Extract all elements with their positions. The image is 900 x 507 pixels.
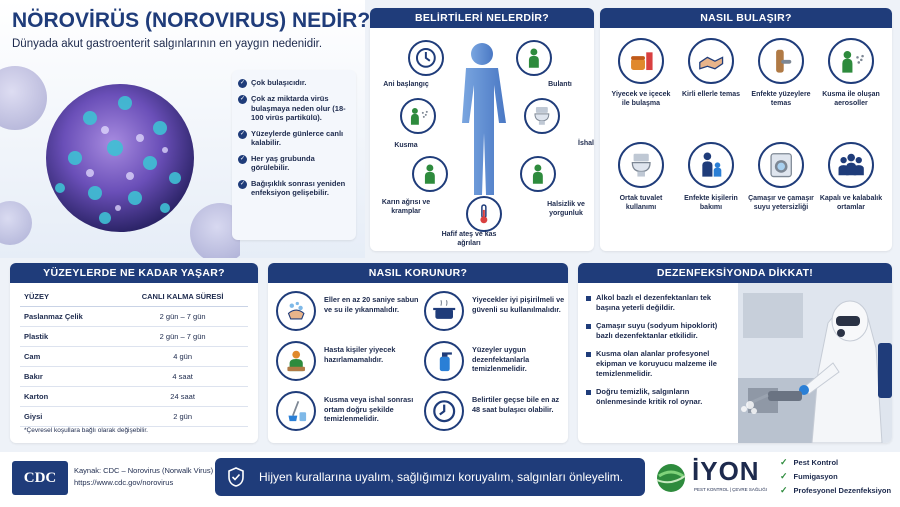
- check-icon: ✓: [239, 130, 246, 137]
- surface-duration: 2 gün – 7 gün: [159, 312, 206, 321]
- source-line: Kaynak: CDC – Norovirus (Norwalk Virus): [74, 466, 214, 475]
- symptoms-title: BELİRTİLERİ NELERDİR?: [370, 8, 594, 28]
- toilet-icon: [618, 142, 664, 188]
- service-text: Pest Kontrol: [793, 458, 839, 467]
- disinfection-item: [586, 387, 736, 406]
- table-row: [20, 387, 248, 407]
- fact-item: [238, 94, 350, 123]
- door-handle-icon: [758, 38, 804, 84]
- symptom-label: Karın ağrısı ve kramplar: [381, 199, 431, 215]
- slogan-banner: [215, 458, 645, 496]
- surface-duration: 4 saat: [172, 372, 193, 381]
- symptom-label: İshal: [578, 140, 594, 147]
- fact-text: Bağışıklık sonrası yeniden enfeksiyon gelişebilir.: [251, 178, 346, 197]
- check-icon: ✓: [239, 180, 246, 187]
- disinfection-title: DEZENFEKSİYONDA DİKKAT!: [578, 263, 892, 283]
- surface-duration: 24 saat: [170, 392, 195, 401]
- table-row: [20, 407, 248, 427]
- transmission-label: Enfekte kişilerin bakımı: [684, 195, 738, 211]
- table-row: [20, 367, 248, 387]
- fact-item: [238, 78, 350, 88]
- symptoms-panel: [370, 8, 594, 251]
- washing-machine-icon: [758, 142, 804, 188]
- check-icon: ✓: [780, 471, 788, 481]
- check-icon: ✓: [780, 457, 788, 467]
- transmission-label: Yiyecek ve içecek ile bulaşma: [611, 91, 671, 107]
- crowd-icon: [828, 142, 874, 188]
- diarrhea-icon: [524, 98, 560, 134]
- fact-item: [238, 129, 350, 148]
- transmission-label: Çamaşır ve çamaşır suyu yetersizliği: [748, 195, 814, 211]
- transmission-label: Ortak tuvalet kullanımı: [619, 195, 663, 211]
- fact-text: Yüzeylerde günlerce canlı kalabilir.: [251, 128, 344, 147]
- protection-text: Yiyecekler iyi pişirilmeli ve güvenli su kullanılmalıdır.: [472, 295, 565, 314]
- check-icon: ✓: [239, 80, 246, 86]
- brand-tagline: PEST KONTROL | ÇEVRE SAĞLIĞI: [694, 487, 767, 492]
- table-row: [20, 327, 248, 347]
- footer: [0, 452, 900, 507]
- symptom-label: Kusma: [394, 142, 418, 149]
- surface-name: Karton: [24, 392, 49, 401]
- transmission-panel: [600, 8, 892, 251]
- protection-text: Eller en az 20 saniye sabun ve su ile yıkanmalıdır.: [324, 295, 419, 314]
- disinfection-item: [586, 293, 736, 312]
- fever-icon: [466, 196, 502, 232]
- disinfection-item: [586, 349, 736, 378]
- slogan-text: Hijyen kurallarına uyalım, sağlığımızı koruyalım, salgınları önleyelim.: [259, 470, 624, 484]
- symptom-label: Ani başlangıç: [383, 81, 429, 88]
- symptom-label: Bulantı: [548, 81, 572, 88]
- food-drink-icon: [618, 38, 664, 84]
- human-figure-illustration: [452, 40, 512, 200]
- surfaces-note: *Çevresel koşullara bağlı olarak değişebilir.: [24, 427, 148, 434]
- page-title: NÖROVİRÜS (NOROVIRUS) NEDİR?: [12, 9, 371, 32]
- transmission-label: Kusma ile oluşan aerosoller: [822, 91, 880, 107]
- handwash-icon: [276, 291, 316, 331]
- check-icon: ✓: [780, 485, 788, 495]
- bullet-square-icon: [586, 390, 591, 395]
- abdominal-pain-icon: [412, 156, 448, 192]
- protection-title: NASIL KORUNUR?: [268, 263, 568, 283]
- fact-item: [238, 179, 350, 198]
- aerosol-icon: [828, 38, 874, 84]
- vomiting-icon: [400, 98, 436, 134]
- clock-icon: [424, 391, 464, 431]
- service-text: Profesyonel Dezenfeksiyon: [793, 486, 892, 495]
- cooking-pot-icon: [424, 291, 464, 331]
- transmission-label: Kapalı ve kalabalık ortamlar: [819, 195, 883, 211]
- protection-text: Belirtiler geçse bile en az 48 saat bulaşıcı olabilir.: [472, 395, 560, 414]
- disinfectant-bottle-icon: [424, 341, 464, 381]
- protection-text: Hasta kişiler yiyecek hazırlamamalıdır.: [324, 345, 396, 364]
- symptom-label: Hafif ateş ve kas ağrıları: [441, 231, 497, 247]
- disinfection-text: Doğru temizlik, salgınların önlenmesinde kritik rol oynar.: [596, 387, 703, 406]
- disinfection-text: Çamaşır suyu (sodyum hipoklorit) bazlı dezenfektanlar etkilidir.: [596, 321, 718, 340]
- fact-item: [238, 154, 350, 173]
- transmission-label: Enfekte yüzeylere temas: [751, 91, 811, 107]
- fact-text: Çok bulaşıcıdır.: [251, 78, 307, 87]
- disinfection-text: Alkol bazlı el dezenfektanları tek başına yeterli değildir.: [596, 293, 712, 312]
- bullet-square-icon: [586, 352, 591, 357]
- facts-box: [232, 70, 356, 240]
- transmission-label: Kirli ellerle temas: [682, 91, 740, 98]
- fatigue-icon: [520, 156, 556, 192]
- surface-name: Cam: [24, 352, 41, 361]
- service-item: [780, 471, 891, 482]
- bullet-square-icon: [586, 324, 591, 329]
- mop-bucket-icon: [276, 391, 316, 431]
- cdc-logo-text: CDC: [23, 469, 57, 486]
- hazmat-worker-illustration: [738, 283, 892, 443]
- transmission-title: NASIL BULAŞIR?: [600, 8, 892, 28]
- col-header-surface: YÜZEY: [24, 292, 50, 301]
- service-text: Fumigasyon: [793, 472, 838, 481]
- check-icon: ✓: [239, 155, 246, 162]
- protection-panel: [268, 263, 568, 443]
- disinfection-item: [586, 321, 736, 340]
- table-row: [20, 307, 248, 327]
- surface-name: Plastik: [24, 332, 49, 341]
- surface-name: Giysi: [24, 412, 43, 421]
- surface-duration: 4 gün: [173, 352, 192, 361]
- col-header-duration: CANLI KALMA SÜRESİ: [141, 292, 224, 301]
- fact-text: Her yaş grubunda görülebilir.: [251, 153, 315, 172]
- virus-illustration: [0, 58, 240, 258]
- service-item: [780, 457, 891, 468]
- nausea-icon: [516, 40, 552, 76]
- surfaces-table: [20, 289, 248, 427]
- iyon-globe-icon: [653, 460, 689, 496]
- brand-name: İYON: [692, 456, 760, 486]
- title-area: [0, 0, 371, 258]
- handshake-icon: [688, 38, 734, 84]
- surface-name: Paslanmaz Çelik: [24, 312, 83, 321]
- source-url[interactable]: https://www.cdc.gov/norovirus: [74, 478, 174, 487]
- surface-name: Bakır: [24, 372, 43, 381]
- symptom-label: Halsizlik ve yorgunluk: [547, 201, 585, 217]
- service-item: [780, 485, 891, 496]
- bullet-square-icon: [586, 296, 591, 301]
- protection-text: Yüzeyler uygun dezenfektanlarla temizlenmelidir.: [472, 345, 530, 373]
- surfaces-title: YÜZEYLERDE NE KADAR YAŞAR?: [10, 263, 258, 283]
- surfaces-panel: [10, 263, 258, 443]
- cdc-logo: [12, 461, 68, 495]
- surface-duration: 2 gün – 7 gün: [159, 332, 206, 341]
- sick-cook-icon: [276, 341, 316, 381]
- sudden-onset-icon: [408, 40, 444, 76]
- fact-text: Çok az miktarda virüs bulaşmaya neden olur (18-100 virüs partikülü).: [251, 94, 346, 122]
- table-row: [20, 347, 248, 367]
- disinfection-panel: [578, 263, 892, 443]
- check-icon: ✓: [239, 96, 246, 102]
- disinfection-text: Kusma olan alanlar profesyonel ekipman ve koruyucu malzeme ile temizlenmelidir.: [596, 349, 717, 378]
- page-subtitle: Dünyada akut gastroenterit salgınlarının en yaygın nedenidir.: [12, 38, 323, 50]
- caregiver-icon: [688, 142, 734, 188]
- surface-duration: 2 gün: [173, 412, 192, 421]
- shield-check-icon: [227, 467, 245, 487]
- protection-text: Kusma veya ishal sonrası ortam doğru şekilde temizlenmelidir.: [324, 395, 414, 423]
